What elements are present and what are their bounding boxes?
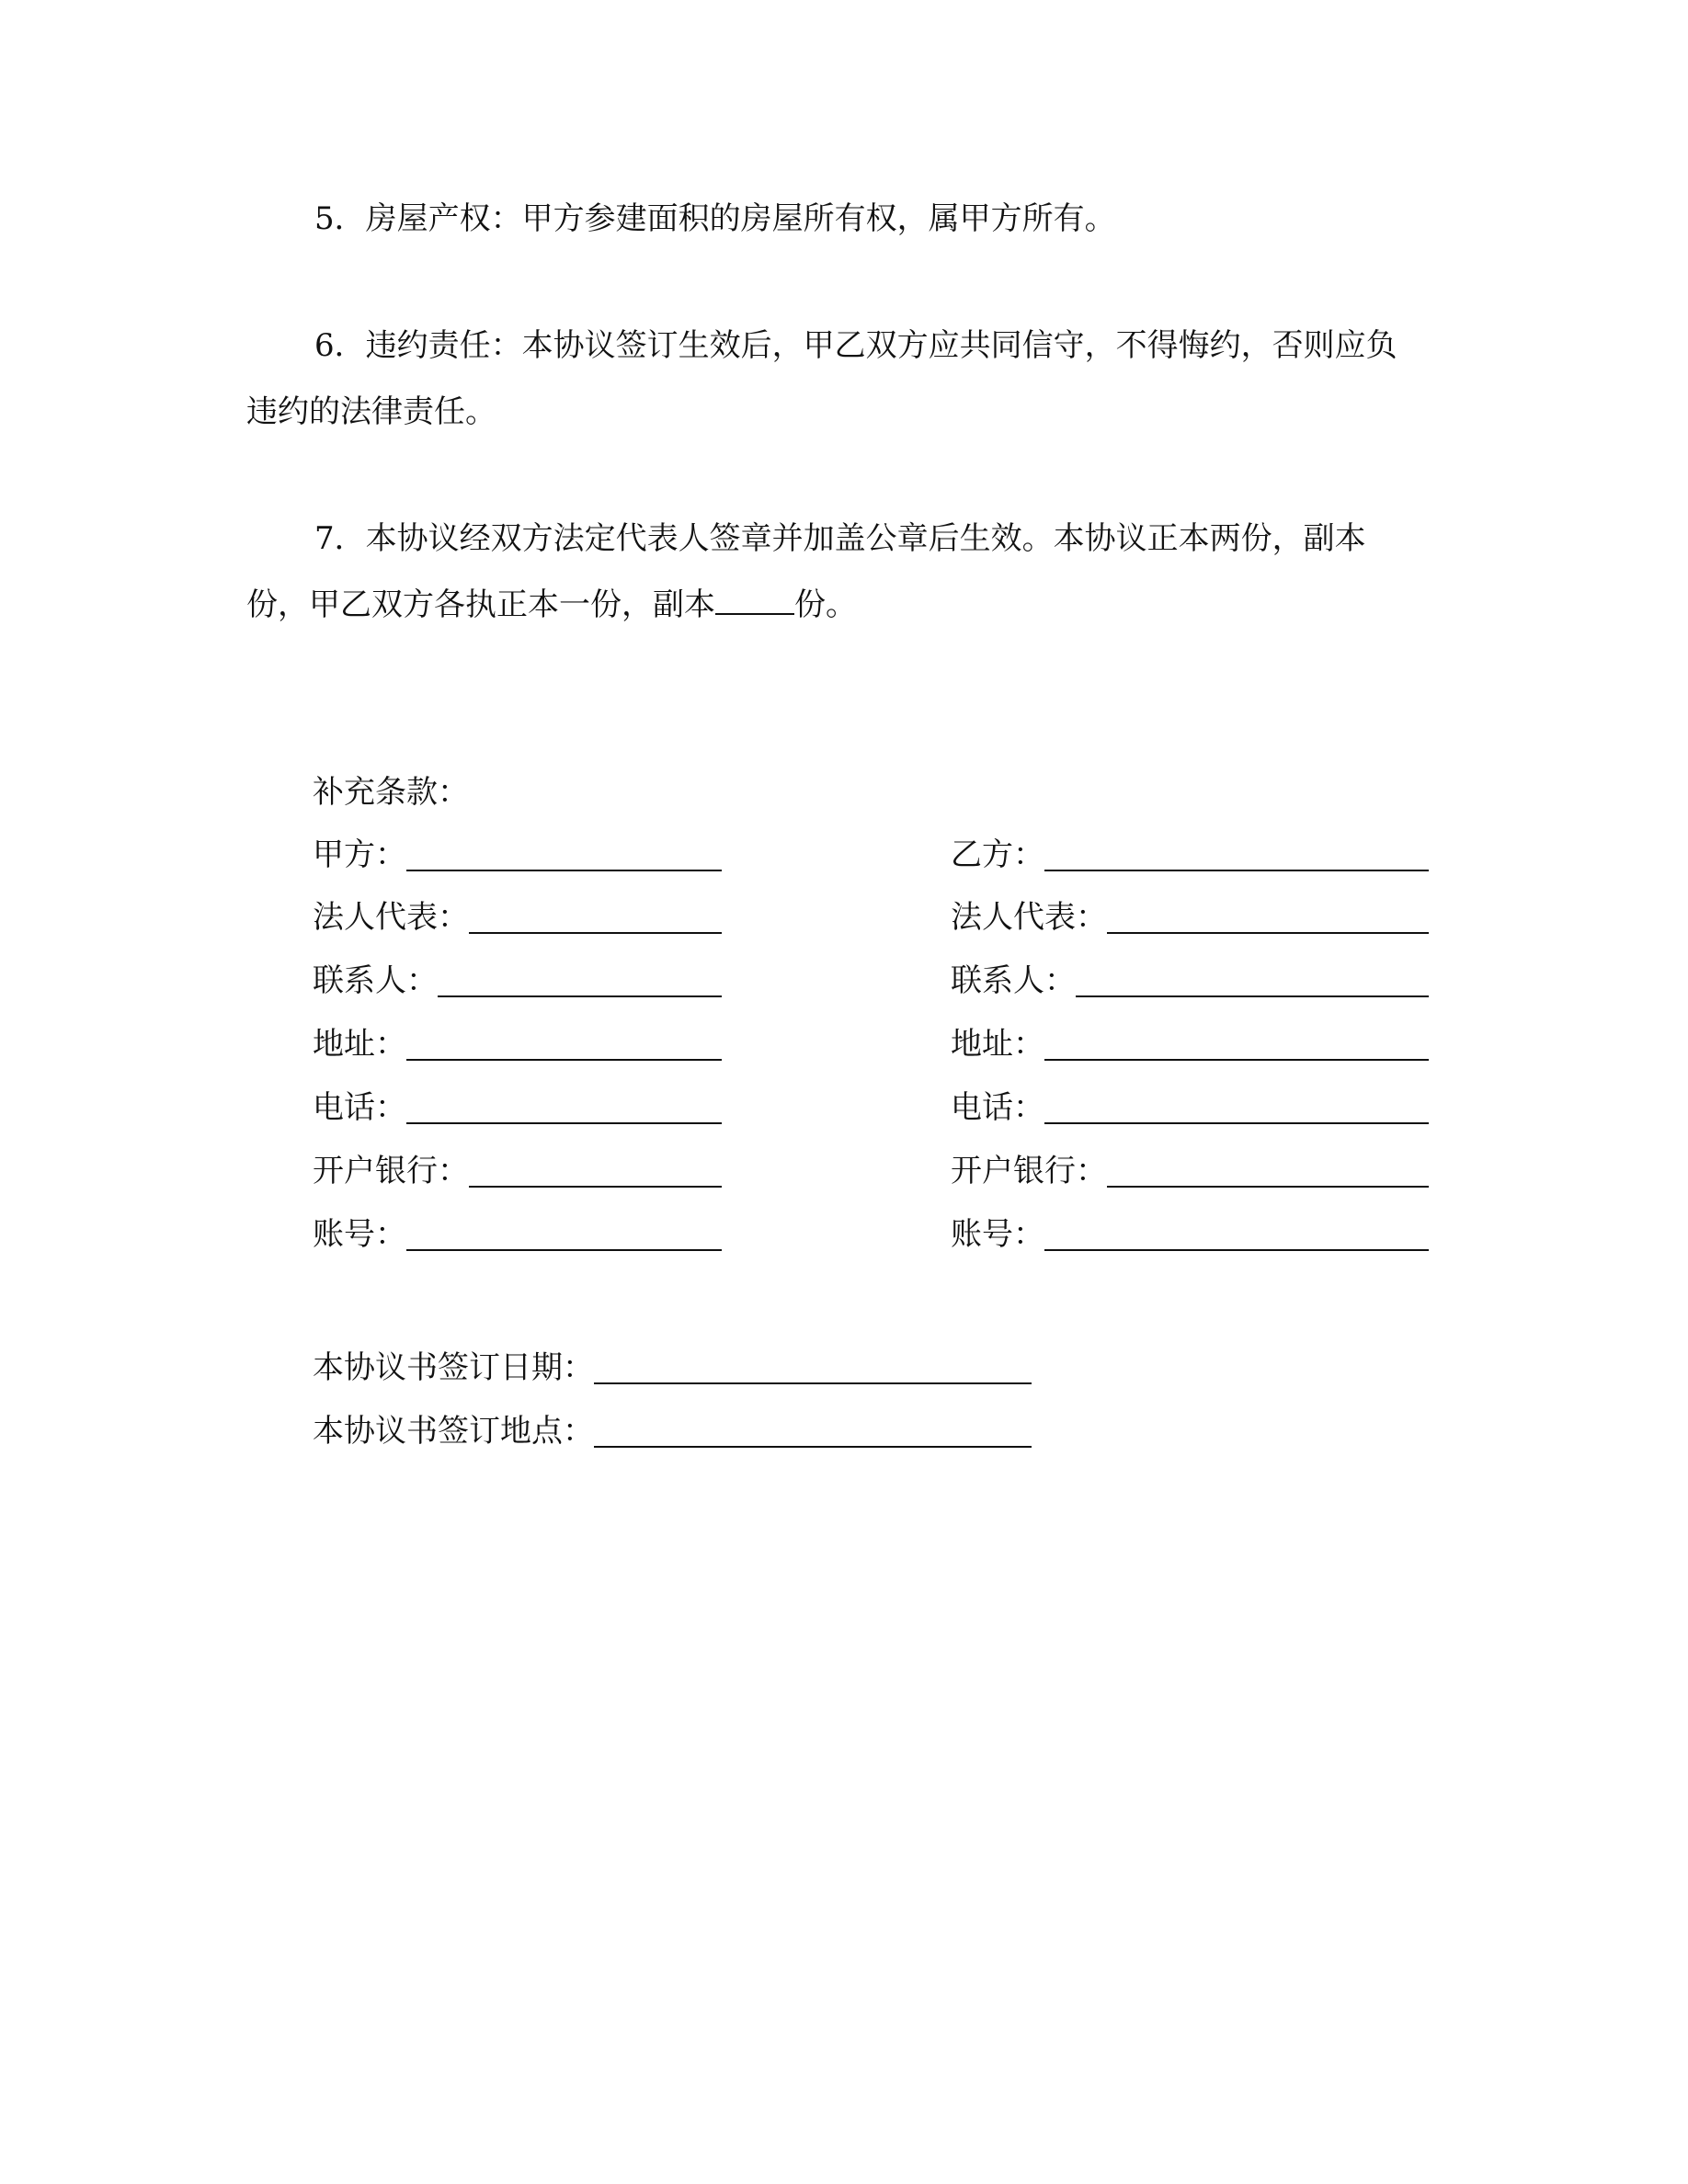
party-a-legal-rep-label: 法人代表： bbox=[313, 899, 469, 936]
clause-5-text: 5．房屋产权：甲方参建面积的房屋所有权，属甲方所有。 bbox=[314, 200, 1116, 237]
supplementary-terms-label: 补充条款： bbox=[313, 774, 469, 811]
party-a-legal-rep-row bbox=[313, 895, 722, 939]
party-b-name-field[interactable] bbox=[1044, 833, 1429, 871]
signing-place-row bbox=[313, 1409, 1032, 1453]
signing-place-field[interactable] bbox=[594, 1409, 1032, 1448]
party-b-bank-row bbox=[951, 1149, 1429, 1193]
party-b-address-field[interactable] bbox=[1044, 1022, 1429, 1061]
party-b-account-field[interactable] bbox=[1044, 1212, 1429, 1251]
clause-7 bbox=[246, 506, 1428, 638]
party-b-contact-field[interactable] bbox=[1076, 959, 1429, 997]
clause-6 bbox=[246, 313, 1428, 445]
party-b-legal-rep-label: 法人代表： bbox=[951, 899, 1107, 936]
party-a-bank-label: 开户银行： bbox=[313, 1153, 469, 1189]
party-b-legal-rep-field[interactable] bbox=[1107, 895, 1429, 934]
party-b-bank-label: 开户银行： bbox=[951, 1153, 1107, 1189]
party-a-contact-row bbox=[313, 959, 722, 1003]
party-b-phone-label: 电话： bbox=[951, 1089, 1044, 1126]
party-a-name-field[interactable] bbox=[406, 833, 722, 871]
party-a-contact-field[interactable] bbox=[438, 959, 722, 997]
party-a-phone-row bbox=[313, 1086, 722, 1130]
party-a-name-row bbox=[313, 833, 722, 877]
party-b-bank-field[interactable] bbox=[1107, 1149, 1429, 1188]
party-a-address-row bbox=[313, 1022, 722, 1066]
party-b-legal-rep-row bbox=[951, 895, 1429, 939]
copies-blank[interactable] bbox=[715, 586, 794, 615]
party-a-address-field[interactable] bbox=[406, 1022, 722, 1061]
signing-place-label: 本协议书签订地点： bbox=[313, 1413, 594, 1450]
party-b-address-label: 地址： bbox=[951, 1026, 1044, 1063]
party-a-account-field[interactable] bbox=[406, 1212, 722, 1251]
party-b-phone-row bbox=[951, 1086, 1429, 1130]
party-a-account-label: 账号： bbox=[313, 1216, 406, 1253]
party-a-phone-field[interactable] bbox=[406, 1086, 722, 1124]
party-a-contact-label: 联系人： bbox=[313, 962, 438, 999]
signing-date-field[interactable] bbox=[594, 1346, 1032, 1384]
clause-7-text: 7．本协议经双方法定代表人签章并加盖公章后生效。本协议正本两份，副本份，甲乙双方各执正本一份，副本 bbox=[246, 520, 1366, 623]
clause-7-tail: 份。 bbox=[794, 586, 857, 623]
party-b-contact-label: 联系人： bbox=[951, 962, 1076, 999]
signing-date-row bbox=[313, 1346, 1032, 1390]
signing-date-label: 本协议书签订日期： bbox=[313, 1349, 594, 1386]
party-a-address-label: 地址： bbox=[313, 1026, 406, 1063]
party-b-phone-field[interactable] bbox=[1044, 1086, 1429, 1124]
party-b-name-row bbox=[951, 833, 1429, 877]
party-a-legal-rep-field[interactable] bbox=[469, 895, 722, 934]
clause-6-text: 6．违约责任：本协议签订生效后，甲乙双方应共同信守，不得悔约，否则应负违约的法律责任。 bbox=[246, 327, 1397, 430]
party-a-account-row bbox=[313, 1212, 722, 1257]
clause-5 bbox=[246, 186, 1428, 252]
party-a-phone-label: 电话： bbox=[313, 1089, 406, 1126]
party-a-bank-row bbox=[313, 1149, 722, 1193]
party-b-account-label: 账号： bbox=[951, 1216, 1044, 1253]
party-b-address-row bbox=[951, 1022, 1429, 1066]
party-a-bank-field[interactable] bbox=[469, 1149, 722, 1188]
party-b-account-row bbox=[951, 1212, 1429, 1257]
party-b-name-label: 乙方： bbox=[951, 836, 1044, 873]
party-b-contact-row bbox=[951, 959, 1429, 1003]
party-a-name-label: 甲方： bbox=[313, 836, 406, 873]
